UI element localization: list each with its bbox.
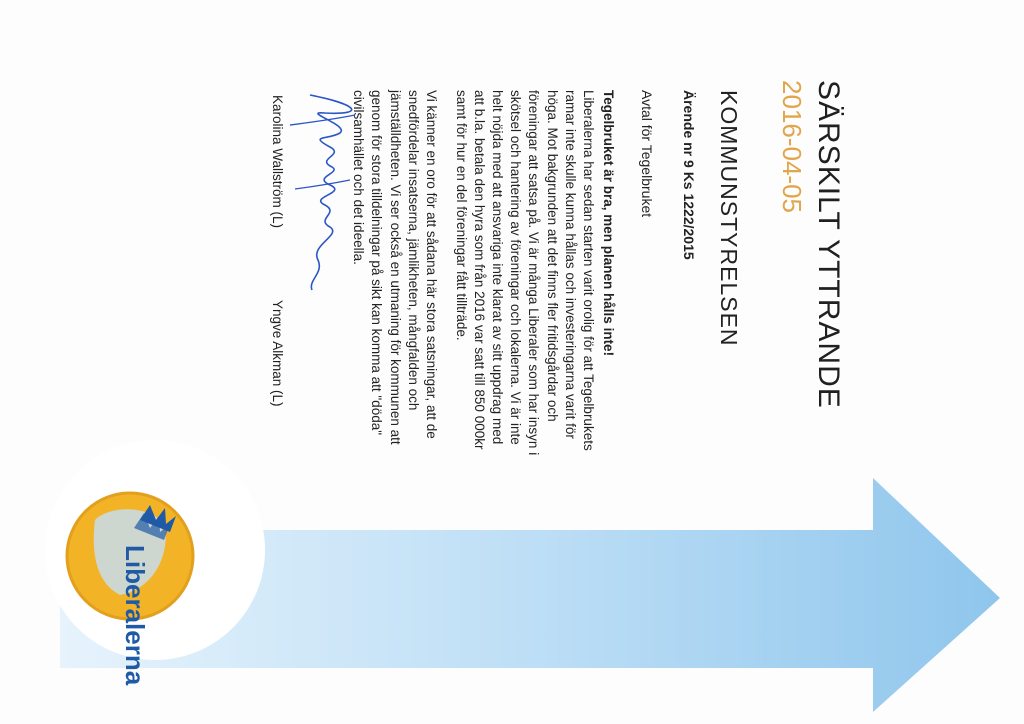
paragraph-line: helt nöjda med att ansvariga inte klarat av sitt uppdrag med (489, 90, 505, 445)
document-content (245, 80, 845, 680)
logo-wordmark-text: Liberalerna (120, 545, 150, 686)
paragraph-line: Liberalerna har sedan starten varit orolig för att Tegelbrukets (581, 90, 596, 451)
paragraph-line: samt för hur en del föreningar fått tillträde. (453, 90, 469, 341)
paragraph-line: att b.la. betala den hyra som från 2016 var satt till 850 000kr (471, 90, 487, 450)
headline: Tegelbruket är bra, men planen hålls inte! (601, 90, 616, 357)
signatory-2: Yngve Alkman (L) (270, 300, 285, 407)
paragraph-line: civilsamhället och det ideella. (351, 90, 367, 265)
paragraph-line: genom för stora tilldelningar på sikt kan komma att "döda" (369, 90, 385, 436)
document-title: SÄRSKILT YTTRANDE (812, 80, 845, 409)
paragraph-line: Vi känner en oro för att sådana här stora satsningar, att de (424, 90, 439, 439)
paragraph-line: föreningar att satsa på. Vi är många Liberaler som har insyn i (526, 90, 542, 456)
subject-line: Avtal för Tegelbruket (639, 90, 655, 218)
case-number: Ärende nr 9 Ks 1222/2015 (681, 90, 697, 260)
paragraph-line: höga. Mot bakgrunden att det finns fler fritidsgårdar och (544, 90, 560, 422)
handwritten-signature (285, 85, 370, 295)
committee-name: KOMMUNSTYRELSEN (716, 90, 742, 347)
paragraph-line: snedfördelar insatserna, jämlikheten, mångfalden och (405, 90, 421, 411)
paragraph-line: ramar inte skulle kunna hållas och investeringarna varit för (562, 90, 578, 439)
paragraph-line: jämställdheten. Vi ser också en utmaning för kommunen att (387, 90, 403, 445)
paragraph-line: skötsel och hantering av föreningar och lokalerna. Vi är inte (508, 90, 524, 445)
logo-wordmark (119, 545, 150, 685)
document-date: 2016-04-05 (777, 80, 807, 213)
signatory-1: Karolina Wallström (L) (270, 95, 285, 229)
paragraph-1 (451, 90, 597, 485)
